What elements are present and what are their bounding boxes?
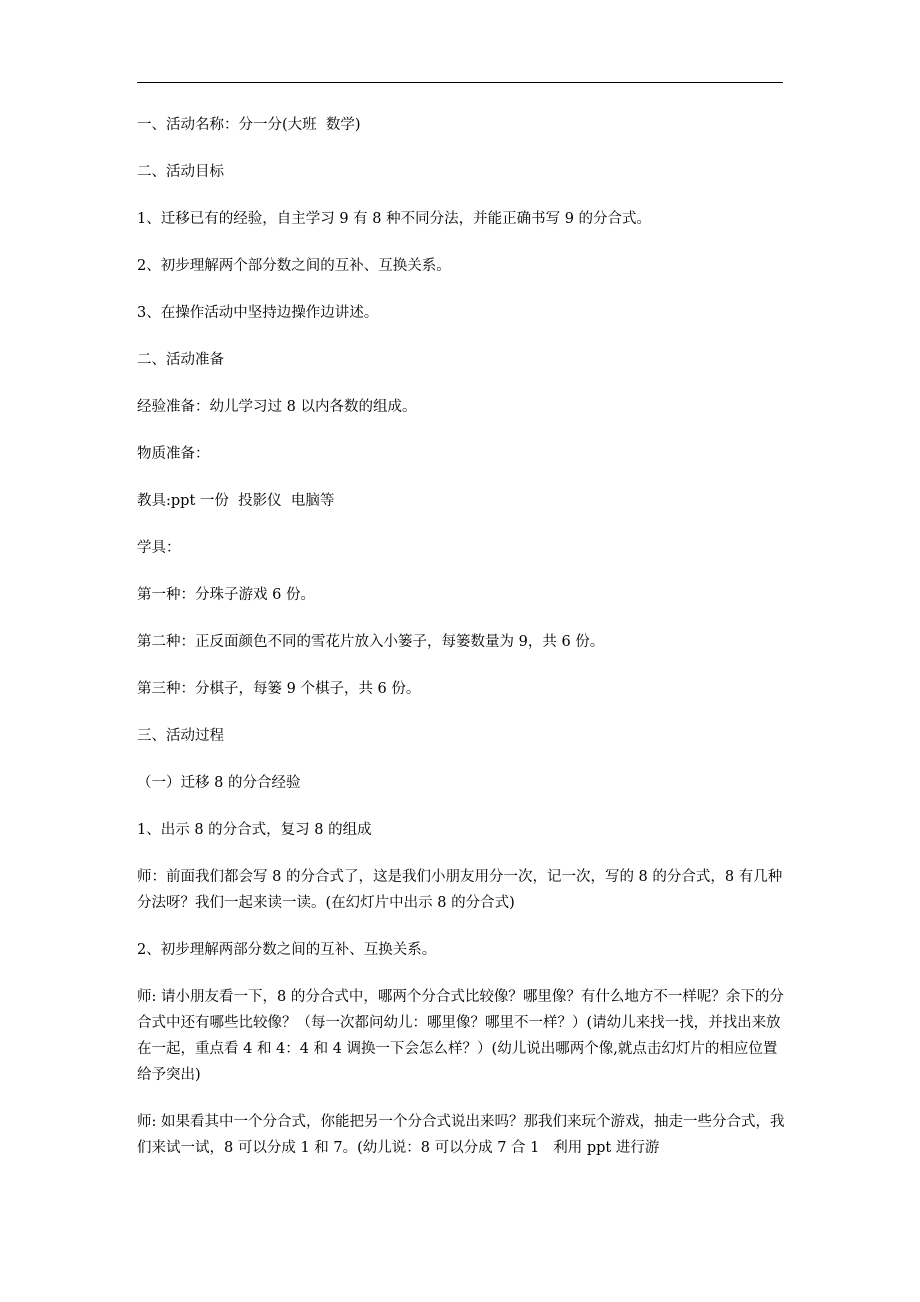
section-heading-process: 三、活动过程: [137, 728, 224, 744]
aid-type-3: 第三种：分棋子，每篓 9 个棋子，共 6 份。: [137, 681, 421, 697]
material-preparation: 物质准备：: [137, 446, 210, 462]
goal-item-3: 3、在操作活动中坚持边操作边讲述。: [137, 305, 379, 321]
teacher-dialogue-3: 师: 如果看其中一个分合式，你能把另一个分合式说出来吗？那我们来玩个游戏，抽走一些分合式，我们来试一试，8 可以分成 1 和 7。(幼儿说：8 可以分成 7 合 1 利用 ppt 进行游: [137, 1114, 785, 1156]
process-substep-1: 1、出示 8 的分合式，复习 8 的组成: [137, 822, 372, 838]
teaching-aids: 教具:ppt 一份 投影仪 电脑等: [137, 493, 335, 509]
teacher-dialogue-1: 师：前面我们都会写 8 的分合式了，这是我们小朋友用分一次，记一次，写的 8 的分合式，8 有几种分法呀？我们一起来读一读。(在幻灯片中出示 8 的分合式): [137, 869, 783, 911]
goal-item-1: 1、迁移已有的经验，自主学习 9 有 8 种不同分法，并能正确书写 9 的分合式。: [137, 211, 652, 227]
learning-aids: 学具：: [137, 540, 181, 556]
aid-type-1: 第一种：分珠子游戏 6 份。: [137, 587, 315, 603]
process-step-1: （一）迁移 8 的分合经验: [137, 775, 301, 791]
document-body: [137, 112, 787, 1161]
experience-preparation: 经验准备：幼儿学习过 8 以内各数的组成。: [137, 399, 417, 415]
process-substep-2: 2、初步理解两部分数之间的互补、互换关系。: [137, 942, 437, 958]
section-heading-goals: 二、活动目标: [137, 164, 224, 180]
teacher-dialogue-2: 师: 请小朋友看一下，8 的分合式中，哪两个分合式比较像？哪里像？有什么地方不一样呢？余下的分合式中还有哪些比较像？（每一次都问幼儿：哪里像？哪里不一样？）(请幼儿来找一找，并找出来放在一起，重点看 4 和 4：4 和 4 调换一下会怎么样？）(幼儿说出哪两个像,就点击幻灯片的相应位置给予突出): [137, 989, 784, 1083]
activity-name: 一、活动名称：分一分(大班 数学): [137, 117, 361, 133]
goal-item-2: 2、初步理解两个部分数之间的互补、互换关系。: [137, 258, 451, 274]
section-heading-preparation: 二、活动准备: [137, 352, 224, 368]
header-rule: [137, 82, 783, 83]
aid-type-2: 第二种：正反面颜色不同的雪花片放入小篓子，每篓数量为 9，共 6 份。: [137, 634, 605, 650]
